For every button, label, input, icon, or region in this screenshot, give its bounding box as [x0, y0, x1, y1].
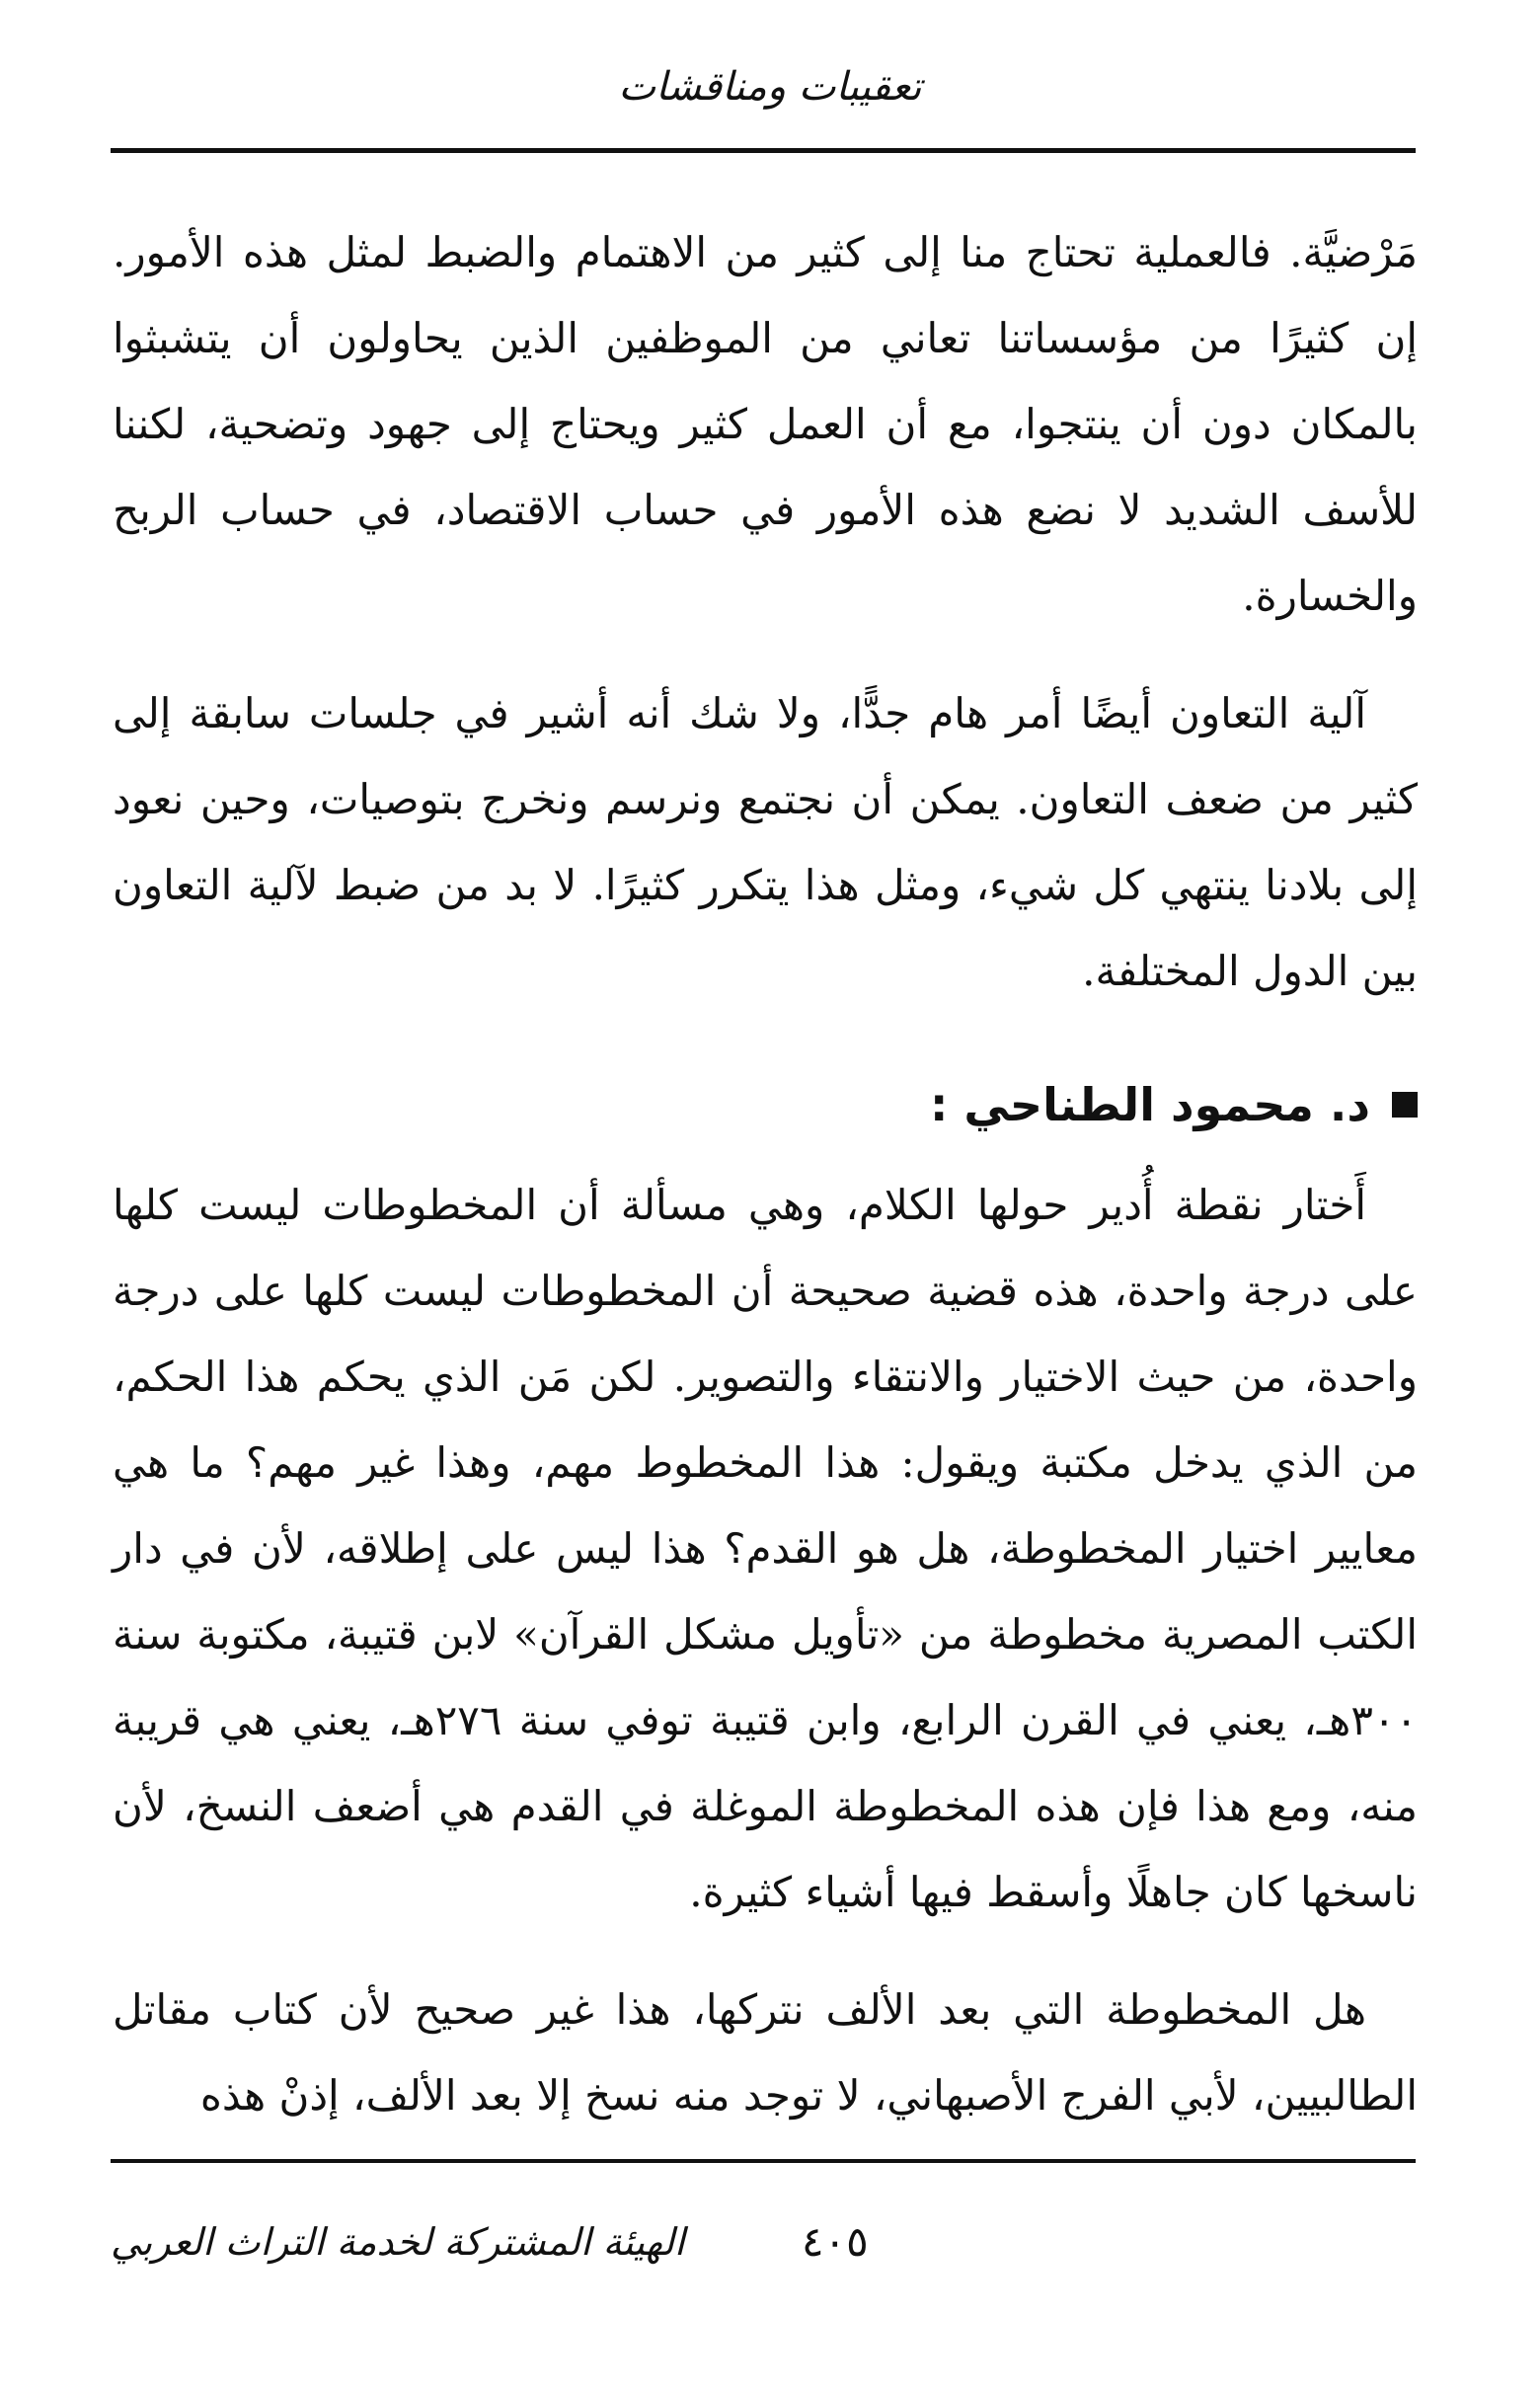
running-title: تعقيبات ومناقشات — [618, 64, 922, 110]
header-rule — [111, 148, 1416, 153]
speaker-heading — [113, 1069, 1418, 1140]
footer-rule — [111, 2159, 1416, 2163]
paragraph: هل المخطوطة التي بعد الألف نتركها، هذا غير صحيح لأن كتاب مقاتل الطالبيين، لأبي الفرج الأصبهاني، لا توجد منه نسخ إلا بعد الألف، إذنْ هذه — [113, 1985, 1418, 2120]
paragraph: آلية التعاون أيضًا أمر هام جدًّا، ولا شك أنه أشير في جلسات سابقة إلى كثير من ضعف التعاون. يمكن أن نجتمع ونرسم ونخرج بتوصيات، وحين نعود إلى بلادنا ينتهي كل شيء، ومثل هذا يتكرر كثيرًا. لا بد من ضبط لآلية التعاون بين الدول المختلفة. — [113, 689, 1418, 995]
body-text — [113, 209, 1418, 2138]
footer-organization: الهيئة المشتركة لخدمة التراث العربي — [111, 2220, 685, 2264]
paragraph: أَختار نقطة أُدير حولها الكلام، وهي مسألة أن المخطوطات ليست كلها على درجة واحدة، هذه قضية صحيحة أن المخطوطات ليست كلها على درجة واحدة، من حيث الاختيار والانتقاء والتصوير. لكن مَن الذي يحكم هذا الحكم، من الذي يدخل مكتبة ويقول: هذا المخطوط مهم، وهذا غير مهم؟ ما هي معايير اختيار المخطوطة، هل هو القدم؟ هذا ليس على إطلاقه، لأن في دار الكتب المصرية مخطوطة من «تأويل مشكل القرآن» لابن قتيبة، مكتوبة سنة ٣٠٠هـ، يعني في القرن الرابع، وابن قتيبة توفي سنة ٢٧٦هـ، يعني هي قريبة منه، ومع هذا فإن هذه المخطوطة الموغلة في القدم هي أضعف النسخ، لأن ناسخها كان جاهلًا وأسقط فيها أشياء كثيرة. — [113, 1181, 1418, 1916]
page-footer — [111, 2207, 1416, 2277]
bullet-square-icon — [1392, 1092, 1418, 1118]
speaker-name: د. محمود الطناحي : — [929, 1078, 1370, 1131]
page-number: ٤٠٥ — [802, 2217, 869, 2266]
paragraph: مَرْضيَّة. فالعملية تحتاج منا إلى كثير من الاهتمام والضبط لمثل هذه الأمور. إن كثيرًا من مؤسساتنا تعاني من الموظفين الذين يحاولون أن يتشبثوا بالمكان دون أن ينتجوا، مع أن العمل كثير ويحتاج إلى جهود وتضحية، لكننا للأسف الشديد لا نضع هذه الأمور في حساب الاقتصاد، في حساب الربح والخسارة. — [113, 228, 1418, 620]
